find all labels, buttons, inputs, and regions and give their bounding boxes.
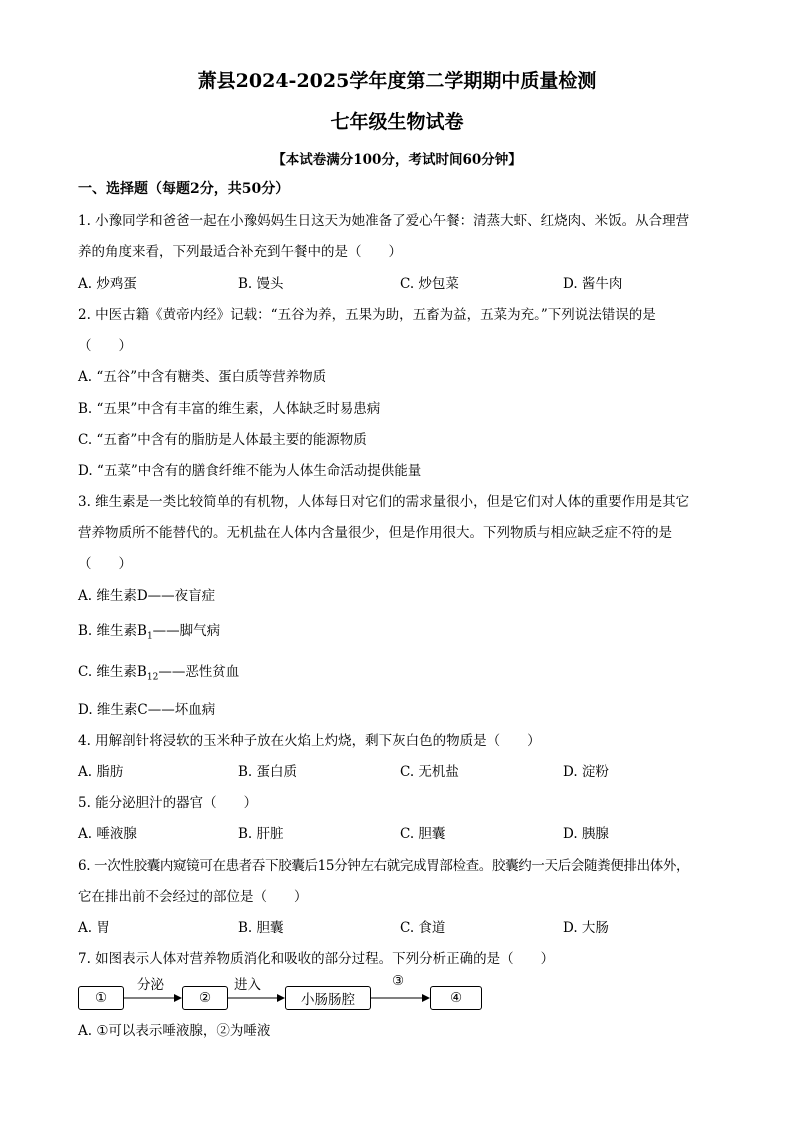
flow-box-2: ② xyxy=(182,986,228,1010)
flow-box-1: ① xyxy=(78,986,124,1010)
q3-option-b-text: B. 维生素B xyxy=(78,623,147,639)
question-7-line1: 7. 如图表示人体对营养物质消化和吸收的部分过程。下列分析正确的是（ ） xyxy=(78,951,555,967)
question-1-line2: 养的角度来看，下列最适合补充到午餐中的是（ ） xyxy=(78,244,402,260)
q5-option-d: D. 胰腺 xyxy=(563,826,609,842)
question-6-line1: 6. 一次性胶囊内窥镜可在患者吞下胶囊后15分钟左右就完成胃部检查。胶囊约一天后会随粪便排出体外， xyxy=(78,858,690,874)
question-5-line1: 5. 能分泌胆汁的器官（ ） xyxy=(78,795,258,811)
exam-note: 【本试卷满分100分，考试时间60分钟】 xyxy=(272,152,522,168)
q2-option-a: A. “五谷”中含有糖类、蛋白质等营养物质 xyxy=(78,369,327,385)
q3-option-c xyxy=(78,660,239,683)
exam-subtitle: 七年级生物试卷 xyxy=(330,111,464,133)
q2-option-c: C. “五畜”中含有的脂肪是人体最主要的能源物质 xyxy=(78,432,367,448)
q4-option-c: C. 无机盐 xyxy=(400,764,459,780)
q4-option-d: D. 淀粉 xyxy=(563,764,609,780)
flow-label-3: ③ xyxy=(392,973,405,989)
digestion-flow-diagram xyxy=(0,970,794,1015)
question-4-line1: 4. 用解剖针将浸软的玉米种子放在火焰上灼烧，剩下灰白色的物质是（ ） xyxy=(78,733,541,749)
question-3-line2: 营养物质所不能替代的。无机盐在人体内含量很少，但是作用很大。下列物质与相应缺乏症不符的是 xyxy=(78,525,672,541)
q3-option-b-disease: ——脚气病 xyxy=(152,623,221,639)
q2-option-b: B. “五果”中含有丰富的维生素，人体缺乏时易患病 xyxy=(78,401,381,417)
q6-option-c: C. 食道 xyxy=(400,920,446,936)
q5-option-a: A. 唾液腺 xyxy=(78,826,137,842)
q3-option-b xyxy=(78,619,220,642)
flow-label-secrete: 分泌 xyxy=(137,977,164,993)
q3-option-c-subscript: 12 xyxy=(146,672,159,683)
q3-option-c-text: C. 维生素B xyxy=(78,664,147,680)
q3-option-d: D. 维生素C——坏血病 xyxy=(78,702,216,718)
q7-option-a: A. ①可以表示唾液腺，②为唾液 xyxy=(78,1023,271,1039)
q1-option-a: A. 炒鸡蛋 xyxy=(78,276,137,292)
q4-option-a: A. 脂肪 xyxy=(78,764,124,780)
q6-option-b: B. 胆囊 xyxy=(238,920,284,936)
q3-option-b-subscript: 1 xyxy=(146,631,153,642)
q3-option-a: A. 维生素D——夜盲症 xyxy=(78,588,216,604)
q5-option-b: B. 肝脏 xyxy=(238,826,284,842)
q6-option-a: A. 胃 xyxy=(78,920,110,936)
question-3-line1: 3. 维生素是一类比较简单的有机物，人体每日对它们的需求量很小，但是它们对人体的重要作用是其它 xyxy=(78,494,690,510)
q1-option-c: C. 炒包菜 xyxy=(400,276,459,292)
q2-option-d: D. “五菜”中含有的膳食纤维不能为人体生命活动提供能量 xyxy=(78,463,422,479)
q3-option-c-disease: ——恶性贫血 xyxy=(158,664,240,680)
q1-option-b: B. 馒头 xyxy=(238,276,284,292)
flow-box-3: 小肠肠腔 xyxy=(285,986,371,1010)
question-2-line2: （ ） xyxy=(78,338,132,354)
q1-option-d: D. 酱牛肉 xyxy=(563,276,623,292)
exam-title: 萧县2024-2025学年度第二学期期中质量检测 xyxy=(197,70,597,92)
flow-box-4: ④ xyxy=(430,986,482,1010)
q6-option-d: D. 大肠 xyxy=(563,920,609,936)
question-6-line2: 它在排出前不会经过的部位是（ ） xyxy=(78,889,308,905)
question-2-line1: 2. 中医古籍《黄帝内经》记载：“五谷为养，五果为助，五畜为益，五菜为充。”下列说法错误的是 xyxy=(78,307,656,323)
section-heading: 一、选择题（每题2分，共50分） xyxy=(78,181,290,197)
flow-arrows xyxy=(0,970,794,1015)
q5-option-c: C. 胆囊 xyxy=(400,826,446,842)
flow-label-enter: 进入 xyxy=(234,977,261,993)
question-3-line3: （ ） xyxy=(78,556,132,572)
question-1-line1: 1. 小豫同学和爸爸一起在小豫妈妈生日这天为她准备了爱心午餐：清蒸大虾、红烧肉、米饭。从合理营 xyxy=(78,213,690,229)
q4-option-b: B. 蛋白质 xyxy=(238,764,298,780)
